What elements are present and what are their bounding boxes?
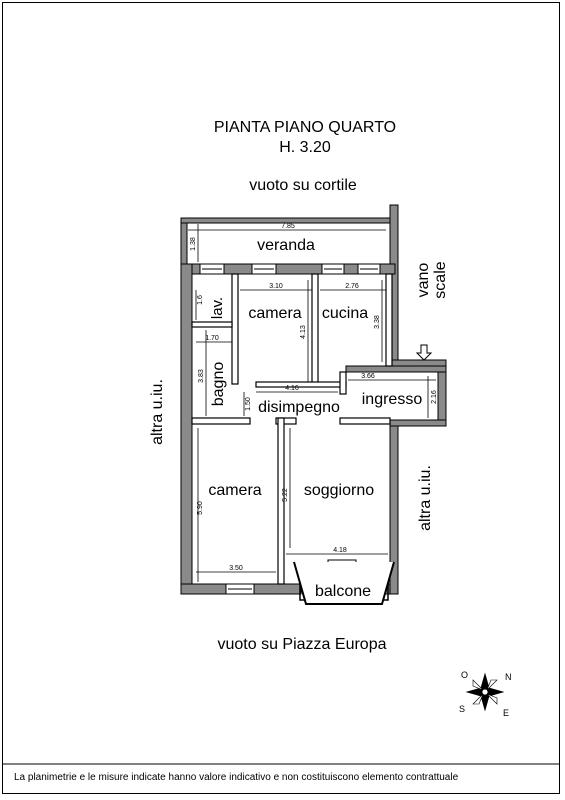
dim-camera-bottom-width: 3.50 xyxy=(229,565,243,572)
room-soggiorno: soggiorno xyxy=(303,482,375,499)
dim-camera-top-width: 3.10 xyxy=(269,283,283,290)
dim-bagno-depth: 3.83 xyxy=(198,369,205,383)
compass-s: S xyxy=(459,704,466,714)
top-context-label: vuoto su cortile xyxy=(249,177,357,194)
dim-camera-top-depth: 4.13 xyxy=(300,325,307,339)
height-label: H. 3.20 xyxy=(279,139,331,156)
compass-n: N xyxy=(505,672,512,682)
room-cucina: cucina xyxy=(321,305,369,322)
compass-rose-icon xyxy=(459,670,512,718)
left-context-label: altra u.iu. xyxy=(149,379,166,445)
dim-ingresso-width: 3.66 xyxy=(361,373,375,380)
room-balcone: balcone xyxy=(314,583,372,600)
dim-ingresso-depth: 2.16 xyxy=(431,390,438,404)
compass-o: O xyxy=(461,670,469,680)
room-bagno: bagno xyxy=(210,361,227,407)
room-veranda: veranda xyxy=(257,237,315,254)
dim-disimpegno-depth: 1.50 xyxy=(245,397,252,411)
dim-camera-bottom-depth: 5.90 xyxy=(197,501,204,515)
room-ingresso: ingresso xyxy=(361,391,423,408)
room-camera-top: camera xyxy=(248,305,302,322)
room-disimpegno: disimpegno xyxy=(258,399,340,416)
stairs-label-text: vanoscale xyxy=(415,261,449,299)
bottom-context-label: vuoto su Piazza Europa xyxy=(217,636,387,653)
stairs-label xyxy=(415,261,449,298)
dim-soggiorno-depth: 5.22 xyxy=(282,488,289,502)
dim-veranda-width: 7.85 xyxy=(281,223,295,230)
disclaimer-text: La planimetrie e le misure indicate hanno valore indicativo e non costituiscono elemento contrattuale xyxy=(14,772,459,783)
dim-lav-depth: 1.6 xyxy=(197,295,204,305)
right-context-label: altra u.iu. xyxy=(417,465,434,531)
dim-cucina-depth: 3.38 xyxy=(374,315,381,329)
entry-arrow-icon xyxy=(417,345,431,360)
dim-disimpegno-width: 4.16 xyxy=(285,385,299,392)
room-lav: lav. xyxy=(209,296,226,320)
dim-cucina-width: 2.76 xyxy=(345,283,359,290)
plan-title: PIANTA PIANO QUARTO xyxy=(213,119,397,136)
dim-veranda-depth: 1.38 xyxy=(190,237,197,251)
dim-soggiorno-width: 4.18 xyxy=(333,547,347,554)
compass-e: E xyxy=(503,708,510,718)
dim-bagno-width: 1.70 xyxy=(205,335,219,342)
room-camera-bottom: camera xyxy=(208,482,262,499)
